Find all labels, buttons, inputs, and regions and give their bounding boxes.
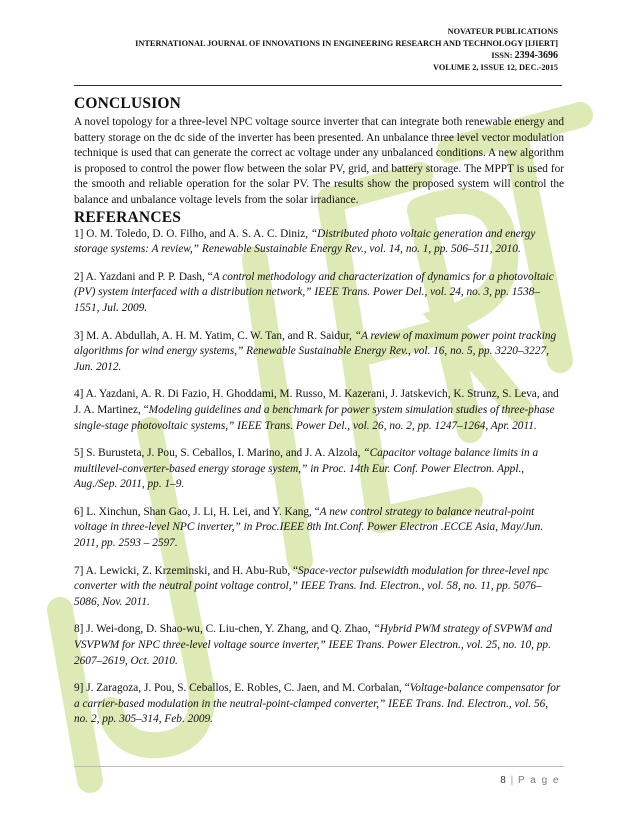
reference-item <box>74 329 564 376</box>
reference-authors: 8] J. Wei-dong, D. Shao-wu, C. Liu-chen, Y. Zhang, and Q. Zhao, <box>74 623 374 636</box>
reference-title: A control methodology and characterization of dynamics for a photovoltaic (PV) system interfaced with a distribution network,” IEEE Trans. Power Del., vol. 24, no. 3, pp. 1538–1551, Jul. 2009. <box>74 270 554 314</box>
references-heading: REFERANCES <box>74 208 182 226</box>
reference-title: “Distributed photo voltaic generation and energy storage systems: A review,” Renewable Sustainable Energy Rev., vol. 14, no. 1, pp. 506–511, 2010. <box>74 227 536 256</box>
reference-item <box>74 681 564 728</box>
publisher-name: NOVATEUR PUBLICATIONS <box>447 27 558 36</box>
reference-authors: 5] S. Burusteta, J. Pou, S. Ceballos, I. Marino, and J. A. Alzola, <box>74 447 364 460</box>
references-list <box>74 227 564 728</box>
journal-name: INTERNATIONAL JOURNAL OF INNOVATIONS IN ENGINEERING RESEARCH AND TECHNOLOGY [IJIERT] <box>135 39 558 48</box>
main-content <box>74 95 564 728</box>
issn-line <box>58 50 558 62</box>
reference-item <box>74 270 564 317</box>
page-number: 8 <box>500 775 506 786</box>
reference-title: A new control strategy to balance neutral-point voltage in three-level NPC inverter,” in Proc.IEEE 8th Int.Conf. Power Electron .ECCE Asia, May/Jun. 2011, pp. 2593 – 2597. <box>74 505 544 550</box>
volume-issue: VOLUME 2, ISSUE 12, DEC.-2015 <box>433 63 558 72</box>
reference-authors: 7] A. Lewicki, Z. Krzeminski, and H. Abu-Rub, “ <box>74 564 299 577</box>
reference-title: “Capacitor voltage balance limits in a multilevel-converter-based energy storage system,” in Proc. 14th Eur. Conf. Power Electron. Appl., Aug./Sep. 2011, pp. 1–9. <box>74 447 539 491</box>
reference-item <box>74 505 564 552</box>
reference-title: “Hybrid PWM strategy of SVPWM and VSVPWM for NPC three-level voltage source inverter,” IEEE Trans. Power Electron., vol. 25, no. 10, pp. 2607–2619, Oct. 2010. <box>74 623 552 667</box>
reference-authors: 4] A. Yazdani, A. R. Di Fazio, H. Ghoddami, M. Russo, M. Kazerani, J. Jatskevich, K. Strunz, S. Leva, and J. A. Martinez, “ <box>74 388 559 416</box>
reference-item <box>74 446 564 493</box>
reference-item <box>74 564 564 611</box>
reference-authors: 2] A. Yazdani and P. P. Dash, “ <box>74 270 213 283</box>
reference-item <box>74 622 564 669</box>
header-divider <box>74 85 562 86</box>
reference-authors: 6] L. Xinchun, Shan Gao, J. Li, H. Lei, and Y. Kang, “ <box>74 505 320 518</box>
page-label: P a g e <box>517 775 560 786</box>
reference-item <box>74 387 564 434</box>
reference-title: Space-vector pulsewidth modulation for three-level npc converter with the neutral point voltage control,” IEEE Trans. Ind. Electron., vol. 58, no. 11, pp. 5076–5086, Nov. 2011. <box>74 564 549 608</box>
reference-title: “A review of maximum power point tracking algorithms for wind energy systems,” Renewable Sustainable Energy Rev., vol. 16, no. 5, pp. 3220–3227, Jun. 2012. <box>74 329 557 373</box>
footer-divider <box>74 766 564 767</box>
reference-title: Modeling guidelines and a benchmark for power system simulation studies of three-phase single-stage photovoltaic systems,” IEEE Trans. Power Del., vol. 26, no. 2, pp. 1247–1264, Apr. 2011. <box>74 403 555 432</box>
reference-title: Voltage-balance compensator for a carrier-based modulation in the neutral-point-clamped converter,” IEEE Trans. Ind. Electron., vol. 56, no. 2, pp. 305–314, Feb. 2009. <box>74 682 561 726</box>
page-footer <box>500 775 560 786</box>
footer-separator: | <box>510 775 514 786</box>
reference-authors: 3] M. A. Abdullah, A. H. M. Yatim, C. W. Tan, and R. Saidur, <box>74 329 355 342</box>
reference-authors: 9] J. Zaragoza, J. Pou, S. Ceballos, E. Robles, C. Jaen, and M. Corbalan, “ <box>74 682 410 695</box>
reference-item <box>74 227 564 258</box>
conclusion-heading: CONCLUSION <box>74 95 182 112</box>
issn-number: 2394-3696 <box>514 50 558 61</box>
issn-label: ISSN: <box>491 51 515 60</box>
conclusion-paragraph: A novel topology for a three-level NPC voltage source inverter that can integrate both renewable energy and battery storage on the dc side of the inverter has been presented. An unbalance three level vector modulation technique is used that can generate the correct ac voltage under any unbalanced conditions. A new algorithm is proposed to control the power flow between the solar PV, grid, and battery storage. The MPPT is used for the smooth and reliable operation for the solar PV. The results show the proposed system will control the balance and unbalance voltage levels from the solar irradiance. <box>74 116 564 206</box>
journal-header <box>58 26 558 74</box>
reference-authors: 1] O. M. Toledo, D. O. Filho, and A. S. A. C. Diniz, <box>74 227 311 240</box>
